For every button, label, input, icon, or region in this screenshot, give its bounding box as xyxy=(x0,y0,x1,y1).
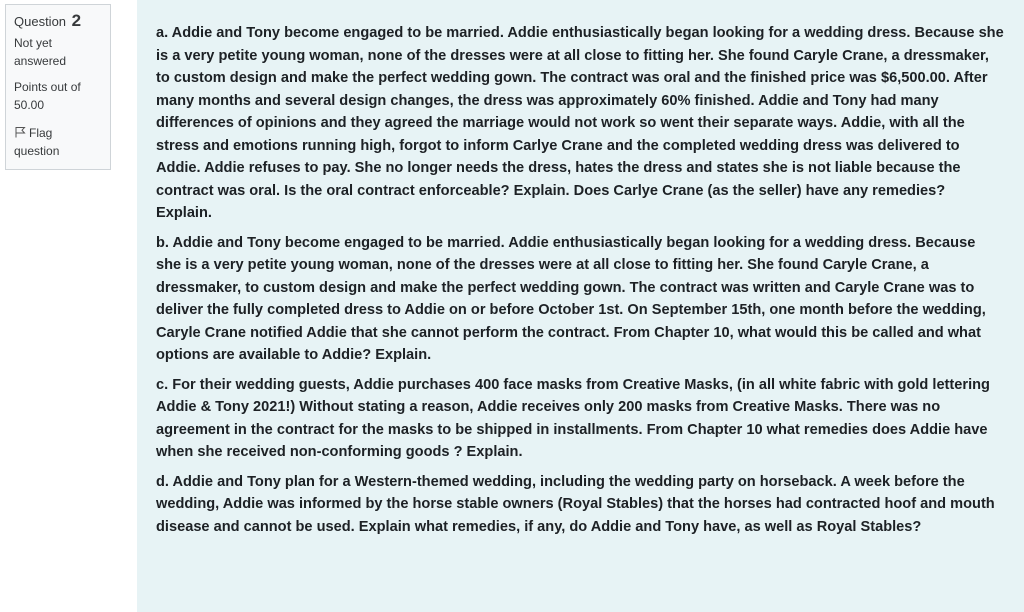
flag-label-line2: question xyxy=(14,144,60,158)
flag-label-line1: Flag xyxy=(29,126,53,140)
question-number-value: 2 xyxy=(71,11,82,30)
question-grade xyxy=(14,78,102,114)
question-paragraph-a: a. Addie and Tony become engaged to be married. Addie enthusiastically began looking for a wedding dress. Because she is a very petite young woman, none of the dresses were at all close to fitting her. She found Caryle Crane, a dressmaker, to custom design and make the perfect wedding gown. The contract was oral and the finished price was $6,500.00. After many months and several design changes, the dress was approximately 60% finished. Addie and Tony had many differences of opinions and they agreed the marriage would not work so went their separate ways. Addie, with all the stress and emotions running high, forgot to inform Carlye Crane and the completed wedding dress was delivered to Addie. Addie refuses to pay. She no longer needs the dress, hates the dress and states she is not liable because the contract was oral. Is the oral contract enforceable? Explain. Does Carlye Crane (as the seller) have any remedies? Explain. xyxy=(156,25,1004,221)
question-text-area xyxy=(137,0,1024,612)
question-grade-line2: 50.00 xyxy=(14,98,45,112)
question-paragraph-b: b. Addie and Tony become engaged to be married. Addie enthusiastically began looking for a wedding dress. Because she is a very petite young woman, none of the dresses were at all close to fitting her. She found Caryle Crane, a dressmaker, to custom design and make the perfect wedding gown. The contract was written and Caryle Crane was to deliver the fully completed dress to Addie on or before October 1st. On September 15th, one month before the wedding, Caryle Crane notified Addie that she cannot perform the contract. From Chapter 10, what would this be called and what options are available to Addie? Explain. xyxy=(156,234,986,363)
question-state-line1: Not yet xyxy=(14,36,53,50)
question-state xyxy=(14,34,102,70)
flag-question-button[interactable] xyxy=(14,124,102,160)
question-info-panel xyxy=(5,4,111,170)
question-label: Question xyxy=(14,14,67,29)
question-paragraph-c: c. For their wedding guests, Addie purchases 400 face masks from Creative Masks, (in all white fabric with gold lettering Addie & Tony 2021!) Without stating a reason, Addie receives only 200 masks from Creative Masks. There was no agreement in the contract for the masks to be shipped in installments. From Chapter 10 what remedies does Addie have when she received non-conforming goods ? Explain. xyxy=(156,376,990,460)
question-grade-line1: Points out of xyxy=(14,80,81,94)
question-state-line2: answered xyxy=(14,54,67,68)
flag-outline-icon xyxy=(14,125,26,137)
question-paragraph-d: d. Addie and Tony plan for a Western-themed wedding, including the wedding party on horseback. A week before the wedding, Addie was informed by the horse stable owners (Royal Stables) that the horses had contracted hoof and mouth disease and cannot be used. Explain what remedies, if any, do Addie and Tony have, as well as Royal Stables? xyxy=(156,473,995,535)
question-number xyxy=(14,11,102,32)
